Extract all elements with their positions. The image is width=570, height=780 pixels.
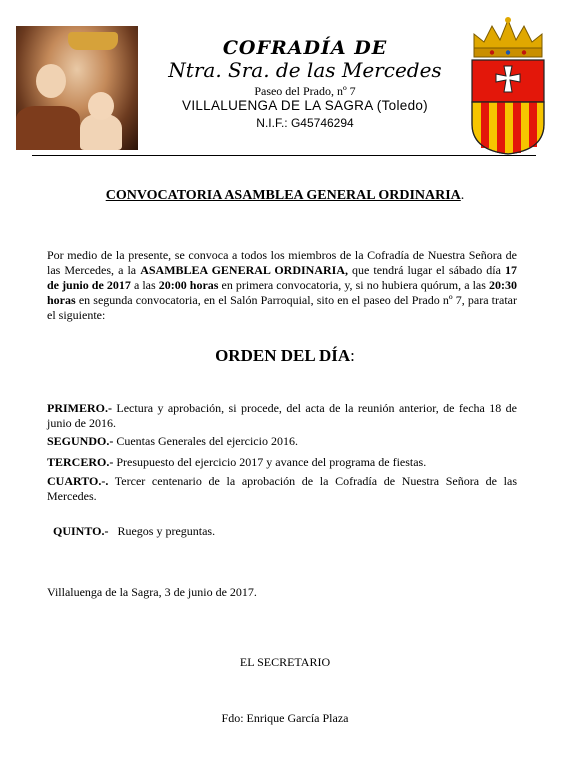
signed-by: Fdo: Enrique García Plaza bbox=[221, 711, 349, 725]
intro-text-1: Por medio de la presente, se convoca a todos los miembros de la Cofradía de Nuestra Señora de las Mercedes, a la bbox=[47, 248, 517, 277]
intro-bold-first-time: 20:00 horas bbox=[158, 278, 219, 292]
portrait-robe bbox=[16, 106, 80, 150]
header-dedication: Ntra. Sra. de las Mercedes bbox=[168, 58, 442, 82]
title-period: . bbox=[460, 188, 465, 203]
agenda-item-label: TERCERO.- bbox=[47, 455, 114, 469]
document-title bbox=[0, 188, 570, 204]
secretary-label: EL SECRETARIO bbox=[239, 655, 331, 669]
intro-text-2: que tendrá lugar el sábado día bbox=[348, 263, 505, 277]
header-address: Paseo del Prado, nº 7 bbox=[254, 84, 356, 98]
agenda-heading-text: ORDEN DEL DÍA bbox=[215, 346, 351, 365]
agenda-item-4 bbox=[47, 474, 517, 504]
title-text: CONVOCATORIA ASAMBLEA GENERAL ORDINARIA bbox=[105, 188, 461, 203]
agenda-item-text: Ruegos y preguntas. bbox=[108, 524, 216, 538]
agenda-item-text: Cuentas Generales del ejercicio 2016. bbox=[113, 434, 298, 448]
place-and-date: Villaluenga de la Sagra, 3 de junio de 2017. bbox=[47, 585, 257, 599]
agenda-item-text: Lectura y aprobación, si procede, del acta de la reunión anterior, de fecha 18 de junio de 2016. bbox=[47, 401, 517, 430]
agenda-heading bbox=[0, 346, 570, 366]
intro-text-4: en primera convocatoria, y, si no hubiera quórum, a las bbox=[218, 278, 489, 292]
agenda-item-3 bbox=[47, 455, 517, 470]
agenda-item-label: CUARTO.-. bbox=[47, 474, 109, 488]
agenda-item-2 bbox=[47, 434, 517, 449]
agenda-item-5 bbox=[47, 509, 517, 539]
header-brotherhood-name: COFRADÍA DE bbox=[222, 37, 388, 59]
intro-text-5: en segunda convocatoria, en el Salón Parroquial, sito en el paseo del Prado nº 7, para tratar el siguiente: bbox=[47, 293, 517, 322]
agenda-item-text: Tercer centenario de la aprobación de la Cofradía de Nuestra Señora de las Mercedes. bbox=[47, 474, 517, 503]
agenda-item-text: Presupuesto del ejercicio 2017 y avance del programa de fiestas. bbox=[113, 455, 427, 469]
header-nif: N.I.F.: G45746294 bbox=[256, 116, 354, 130]
intro-bold-assembly: ASAMBLEA GENERAL ORDINARIA, bbox=[140, 263, 348, 277]
intro-bold-date: 17 de junio de 2017 bbox=[47, 263, 517, 292]
coat-of-arms-icon bbox=[466, 14, 550, 156]
agenda-item-label: PRIMERO.- bbox=[47, 401, 112, 415]
virgin-and-child-portrait bbox=[16, 26, 138, 150]
intro-text-3: a las bbox=[130, 278, 159, 292]
agenda-item-1 bbox=[47, 401, 517, 431]
agenda-item-label: QUINTO.- bbox=[53, 524, 109, 538]
portrait-face-child bbox=[88, 92, 114, 120]
agenda-heading-colon: : bbox=[350, 346, 355, 365]
intro-bold-second-time: 20:30 horas bbox=[47, 278, 517, 307]
intro-paragraph bbox=[47, 248, 517, 323]
agenda-item-label: SEGUNDO.- bbox=[47, 434, 114, 448]
header-town: VILLALUENGA DE LA SAGRA (Toledo) bbox=[182, 98, 428, 113]
portrait-crown bbox=[68, 32, 118, 50]
portrait-face-virgin bbox=[36, 64, 66, 98]
header-divider bbox=[32, 155, 536, 156]
